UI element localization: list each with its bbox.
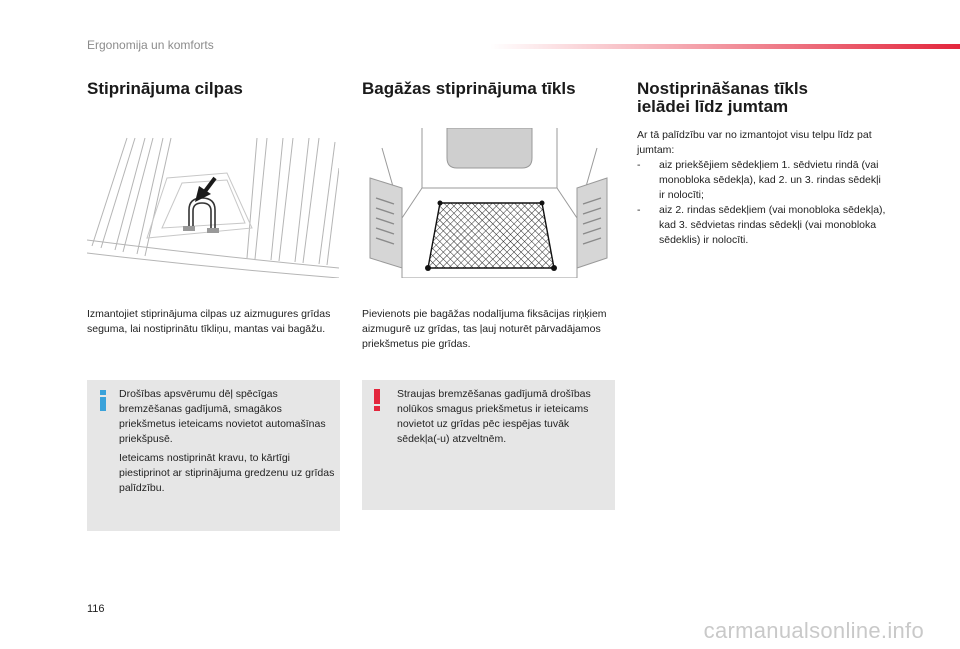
list-item-text: aiz 2. rindas sēdekļiem (vai monobloka sēdekļa), kad 3. sēdvietas rindas sēdekļi (vai monobloka sēdeklis) ir nolocīti.: [659, 204, 886, 246]
list-dash: -: [637, 204, 641, 216]
roof-net-title-line-2: ielādei līdz jumtam: [637, 97, 789, 116]
warning-box-text: Straujas bremzēšanas gadījumā drošības nolūkos smagus priekšmetus ir ieteicams novietot uz grīdas pēc iespējas tuvāk sēdekļa(-u) atzveltnēm.: [397, 388, 591, 445]
header-accent-bar: [490, 44, 960, 49]
anchor-loops-title: Stiprinājuma cilpas: [87, 79, 243, 98]
info-box-paragraph-1: Drošības apsvērumu dēļ spēcīgas bremzēšanas gadījumā, smagākos priekšmetus ieteicams novietot automašīnas priekšpusē.: [119, 388, 326, 445]
anchor-loops-description: Izmantojiet stiprinājuma cilpas uz aizmugures grīdas seguma, lai nostiprinātu tīkliņu, mantas vai bagāžu.: [87, 308, 331, 335]
list-dash: -: [637, 159, 641, 171]
list-item: [637, 203, 887, 248]
section-header: Ergonomija un komforts: [87, 38, 214, 52]
roof-net-title-line-1: Nostiprināšanas tīkls: [637, 79, 809, 98]
list-item: [637, 158, 887, 203]
luggage-net-title: Bagāžas stiprinājuma tīkls: [362, 79, 576, 98]
roof-net-usage-list: [637, 158, 887, 248]
page-number: 116: [87, 603, 105, 615]
luggage-net-illustration: [362, 128, 615, 278]
info-icon: [100, 390, 106, 411]
roof-net-intro: Ar tā palīdzību var no izmantojot visu telpu līdz pat jumtam:: [637, 129, 872, 156]
list-item-text: aiz priekšējiem sēdekļiem 1. sēdvietu rindā (vai monobloka sēdekļa), kad 2. un 3. rindas sēdekļi ir nolocīti;: [659, 159, 881, 201]
warning-icon: [374, 389, 380, 411]
luggage-net-description: Pievienots pie bagāžas nodalījuma fiksācijas riņķiem aizmugurē uz grīdas, tas ļauj noturēt pārvadājamos priekšmetus pie grīdas.: [362, 308, 607, 350]
info-box-paragraph-2: Ieteicams nostiprināt kravu, to kārtīgi piestiprinot ar stiprinājuma gredzenu uz grīdas palīdzību.: [119, 452, 335, 494]
watermark: carmanualsonline.info: [703, 618, 924, 643]
floor-anchor-loop-illustration: [87, 128, 339, 278]
